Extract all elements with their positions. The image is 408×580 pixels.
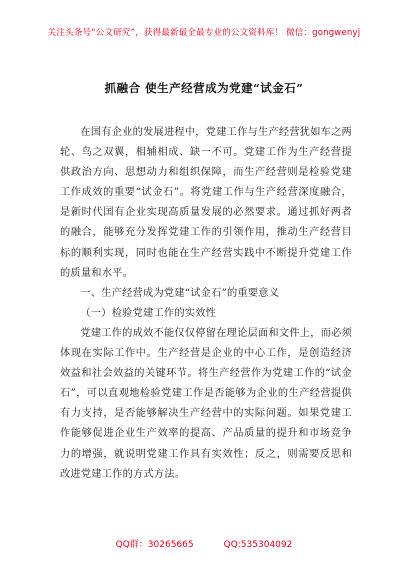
intro-paragraph: 在国有企业的发展进程中，党建工作与生产经营犹如车之两轮、鸟之双翼，相辅相成、缺一不可。党建工作为生产经营提供政治方向、思想动力和组织保障，而生产经营则是检验党建工作成效的重要“试金石”。将党建工作与生产经营深度融合，是新时代国有企业实现高质量发展的必然要求。通过抓好两者的融合，能够充分发挥党建工作的引领作用，推动生产经营目标的顺利实现，同时也能在生产经营实践中不断提升党建工作的质量和水平。 <box>60 127 352 279</box>
footer-contact <box>0 537 408 550</box>
document-body <box>60 123 352 485</box>
document-title: 抓融合 使生产经营成为党建“试金石” <box>104 81 304 95</box>
subsection-heading: （一）检验党建工作的实效性 <box>80 307 217 319</box>
body-paragraph: 党建工作的成效不能仅仅停留在理论层面和文件上，而必须体现在实际工作中。生产经营是企业的中心工作，是创造经济效益和社会效益的关键环节。将生产经营作为党建工作的“试金石”，可以直观地检验党建工作是否能够为企业的生产经营提供有力支持，是否能够解决生产经营中的实际问题。如果党建工作能够促进企业生产效率的提高、产品质量的提升和市场竞争力的增强，就说明党建工作具有实效性；反之，则需要反思和改进党建工作的方式方法。 <box>60 327 352 480</box>
footer-qq-number: QQ:535304092 <box>223 540 293 550</box>
header-promo-note: 关注头条号“公文研究”，获得最新最全最专业的公文资料库！ 微信：gongwenyj <box>47 28 361 38</box>
footer-qq-group: QQ群：30265665 <box>115 540 194 550</box>
section-heading: 一、生产经营成为党建“试金石”的重要意义 <box>80 287 280 299</box>
